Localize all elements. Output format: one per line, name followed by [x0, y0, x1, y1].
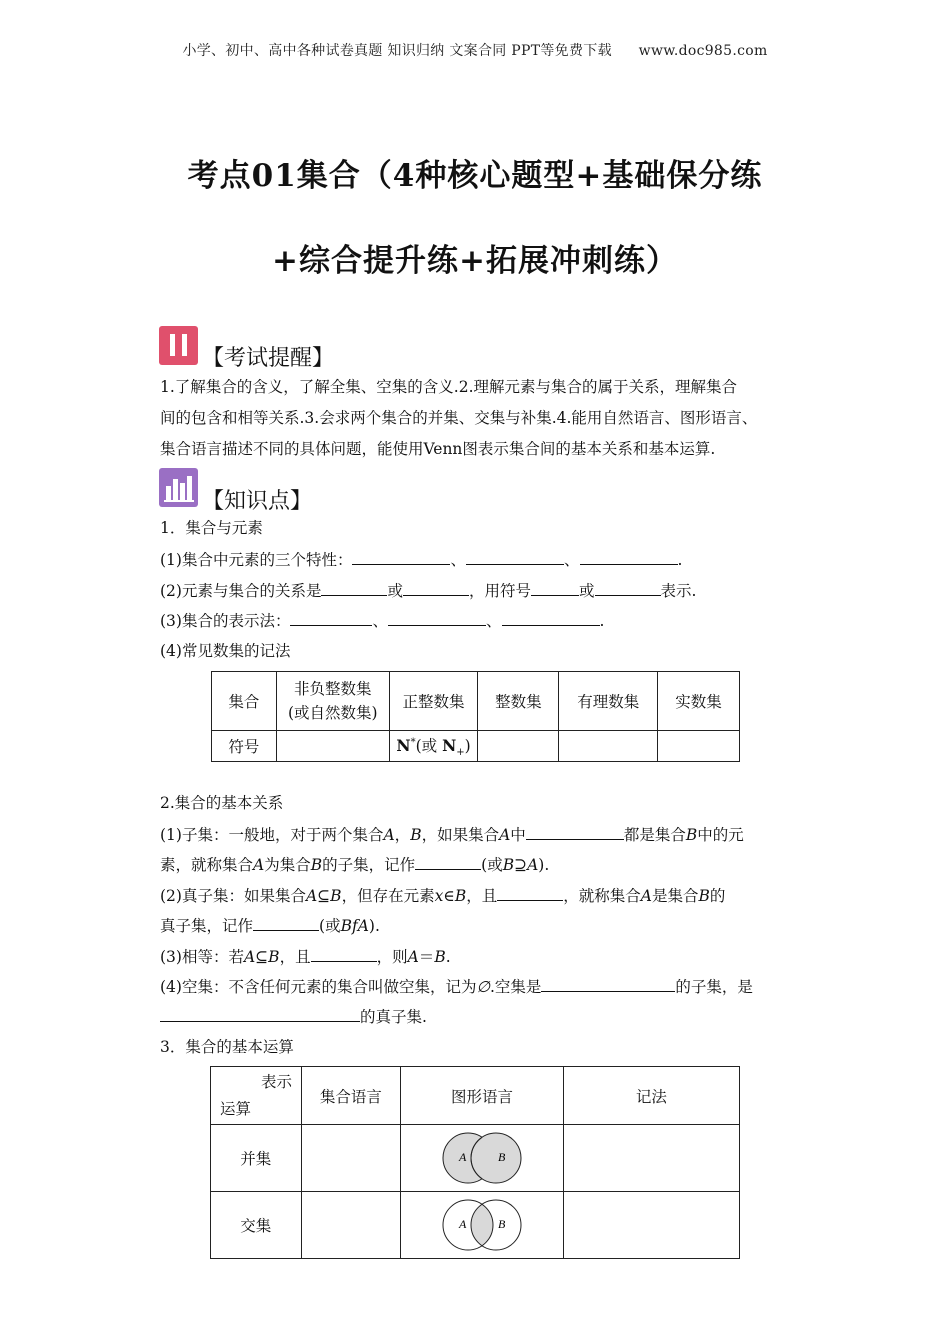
header-url[interactable]: www.doc985.com	[638, 43, 768, 59]
table-cell: N*(或 $N_+$)	[389, 731, 478, 762]
table-cell	[658, 731, 740, 762]
table-cell	[559, 731, 658, 762]
table-header-cell: 图形语言	[401, 1067, 564, 1125]
s1-line1: (1)集合中元素的三个特性： 、 、 .	[160, 551, 683, 569]
number-sets-table	[211, 671, 740, 762]
table-cell	[478, 731, 559, 762]
s2-p2-line2: 真子集，记作 (或BfA).	[160, 917, 380, 935]
table-cell: 符号	[212, 731, 277, 762]
s2-p1-line2: 素，就称集合A为集合B的子集，记作 (或B⊇A).	[160, 856, 550, 874]
exam-tip-line: 1.了解集合的含义，了解全集、空集的含义.2.理解元素与集合的属于关系，理解集合	[160, 378, 738, 396]
table-header-cell: 记法	[563, 1067, 739, 1125]
exam-tip-line: 集合语言描述不同的具体问题，能使用Venn图表示集合间的基本关系和基本运算.	[160, 440, 716, 458]
knowledge-heading: 【知识点】	[202, 489, 313, 514]
section3-title: 3．集合的基本运算	[160, 1038, 294, 1056]
table-cell: 集合	[212, 672, 277, 731]
bar-chart-icon	[159, 468, 198, 507]
s2-p4-line2: 的真子集.	[160, 1006, 427, 1027]
svg-text:B: B	[497, 1150, 506, 1164]
table-header-cell: 表示 运算	[211, 1067, 302, 1125]
s2-p1-line1: (1)子集：一般地，对于两个集合A，B，如果集合A中 都是集合B中的元	[160, 826, 744, 844]
table-cell	[563, 1192, 739, 1259]
page-title-line2: +综合提升练+拓展冲刺练）	[272, 243, 678, 279]
svg-text:A: A	[458, 1217, 467, 1231]
page-header	[0, 40, 950, 60]
table-cell: 实数集	[658, 672, 740, 731]
pause-icon	[159, 326, 198, 365]
union-venn-diagram	[401, 1125, 564, 1192]
s2-p4-line1: (4)空集：不含任何元素的集合叫做空集，记为∅.空集是 的子集，是	[160, 978, 753, 996]
table-cell: 非负整数集 (或自然数集)	[276, 672, 389, 731]
table-cell: 并集	[211, 1125, 302, 1192]
page-title-line1: 考点01集合（4种核心题型+基础保分练	[187, 158, 763, 194]
table-cell: 有理数集	[559, 672, 658, 731]
table-cell: 交集	[211, 1192, 302, 1259]
svg-text:B: B	[497, 1217, 506, 1231]
table-cell	[276, 731, 389, 762]
set-operations-table	[210, 1066, 740, 1259]
table-header-cell: 集合语言	[301, 1067, 401, 1125]
table-cell	[563, 1125, 739, 1192]
table-cell: 整数集	[478, 672, 559, 731]
s1-line4: (4)常见数集的记法	[160, 642, 291, 660]
exam-tip-line: 间的包含和相等关系.3.会求两个集合的并集、交集与补集.4.能用自然语言、图形语言、	[160, 409, 758, 427]
section2-title: 2.集合的基本关系	[160, 794, 284, 812]
s1-line2: (2)元素与集合的关系是 或 ，用符号 或 表示.	[160, 582, 697, 600]
s2-p3: (3)相等：若A⊆B，且 ，则A＝B.	[160, 948, 451, 966]
exam-tip-heading: 【考试提醒】	[202, 346, 335, 371]
svg-text:A: A	[458, 1150, 467, 1164]
table-cell	[301, 1192, 401, 1259]
intersection-venn-diagram	[401, 1192, 564, 1259]
s2-p2-line1: (2)真子集：如果集合A⊆B，但存在元素x∈B，且 ，就称集合A是集合B的	[160, 887, 726, 905]
table-cell	[301, 1125, 401, 1192]
s1-line3: (3)集合的表示法： 、 、 .	[160, 612, 605, 630]
table-cell: 正整数集	[389, 672, 478, 731]
header-text: 小学、初中、高中各种试卷真题 知识归纳 文案合同 PPT等免费下载	[182, 43, 612, 59]
section1-title: 1．集合与元素	[160, 519, 263, 537]
